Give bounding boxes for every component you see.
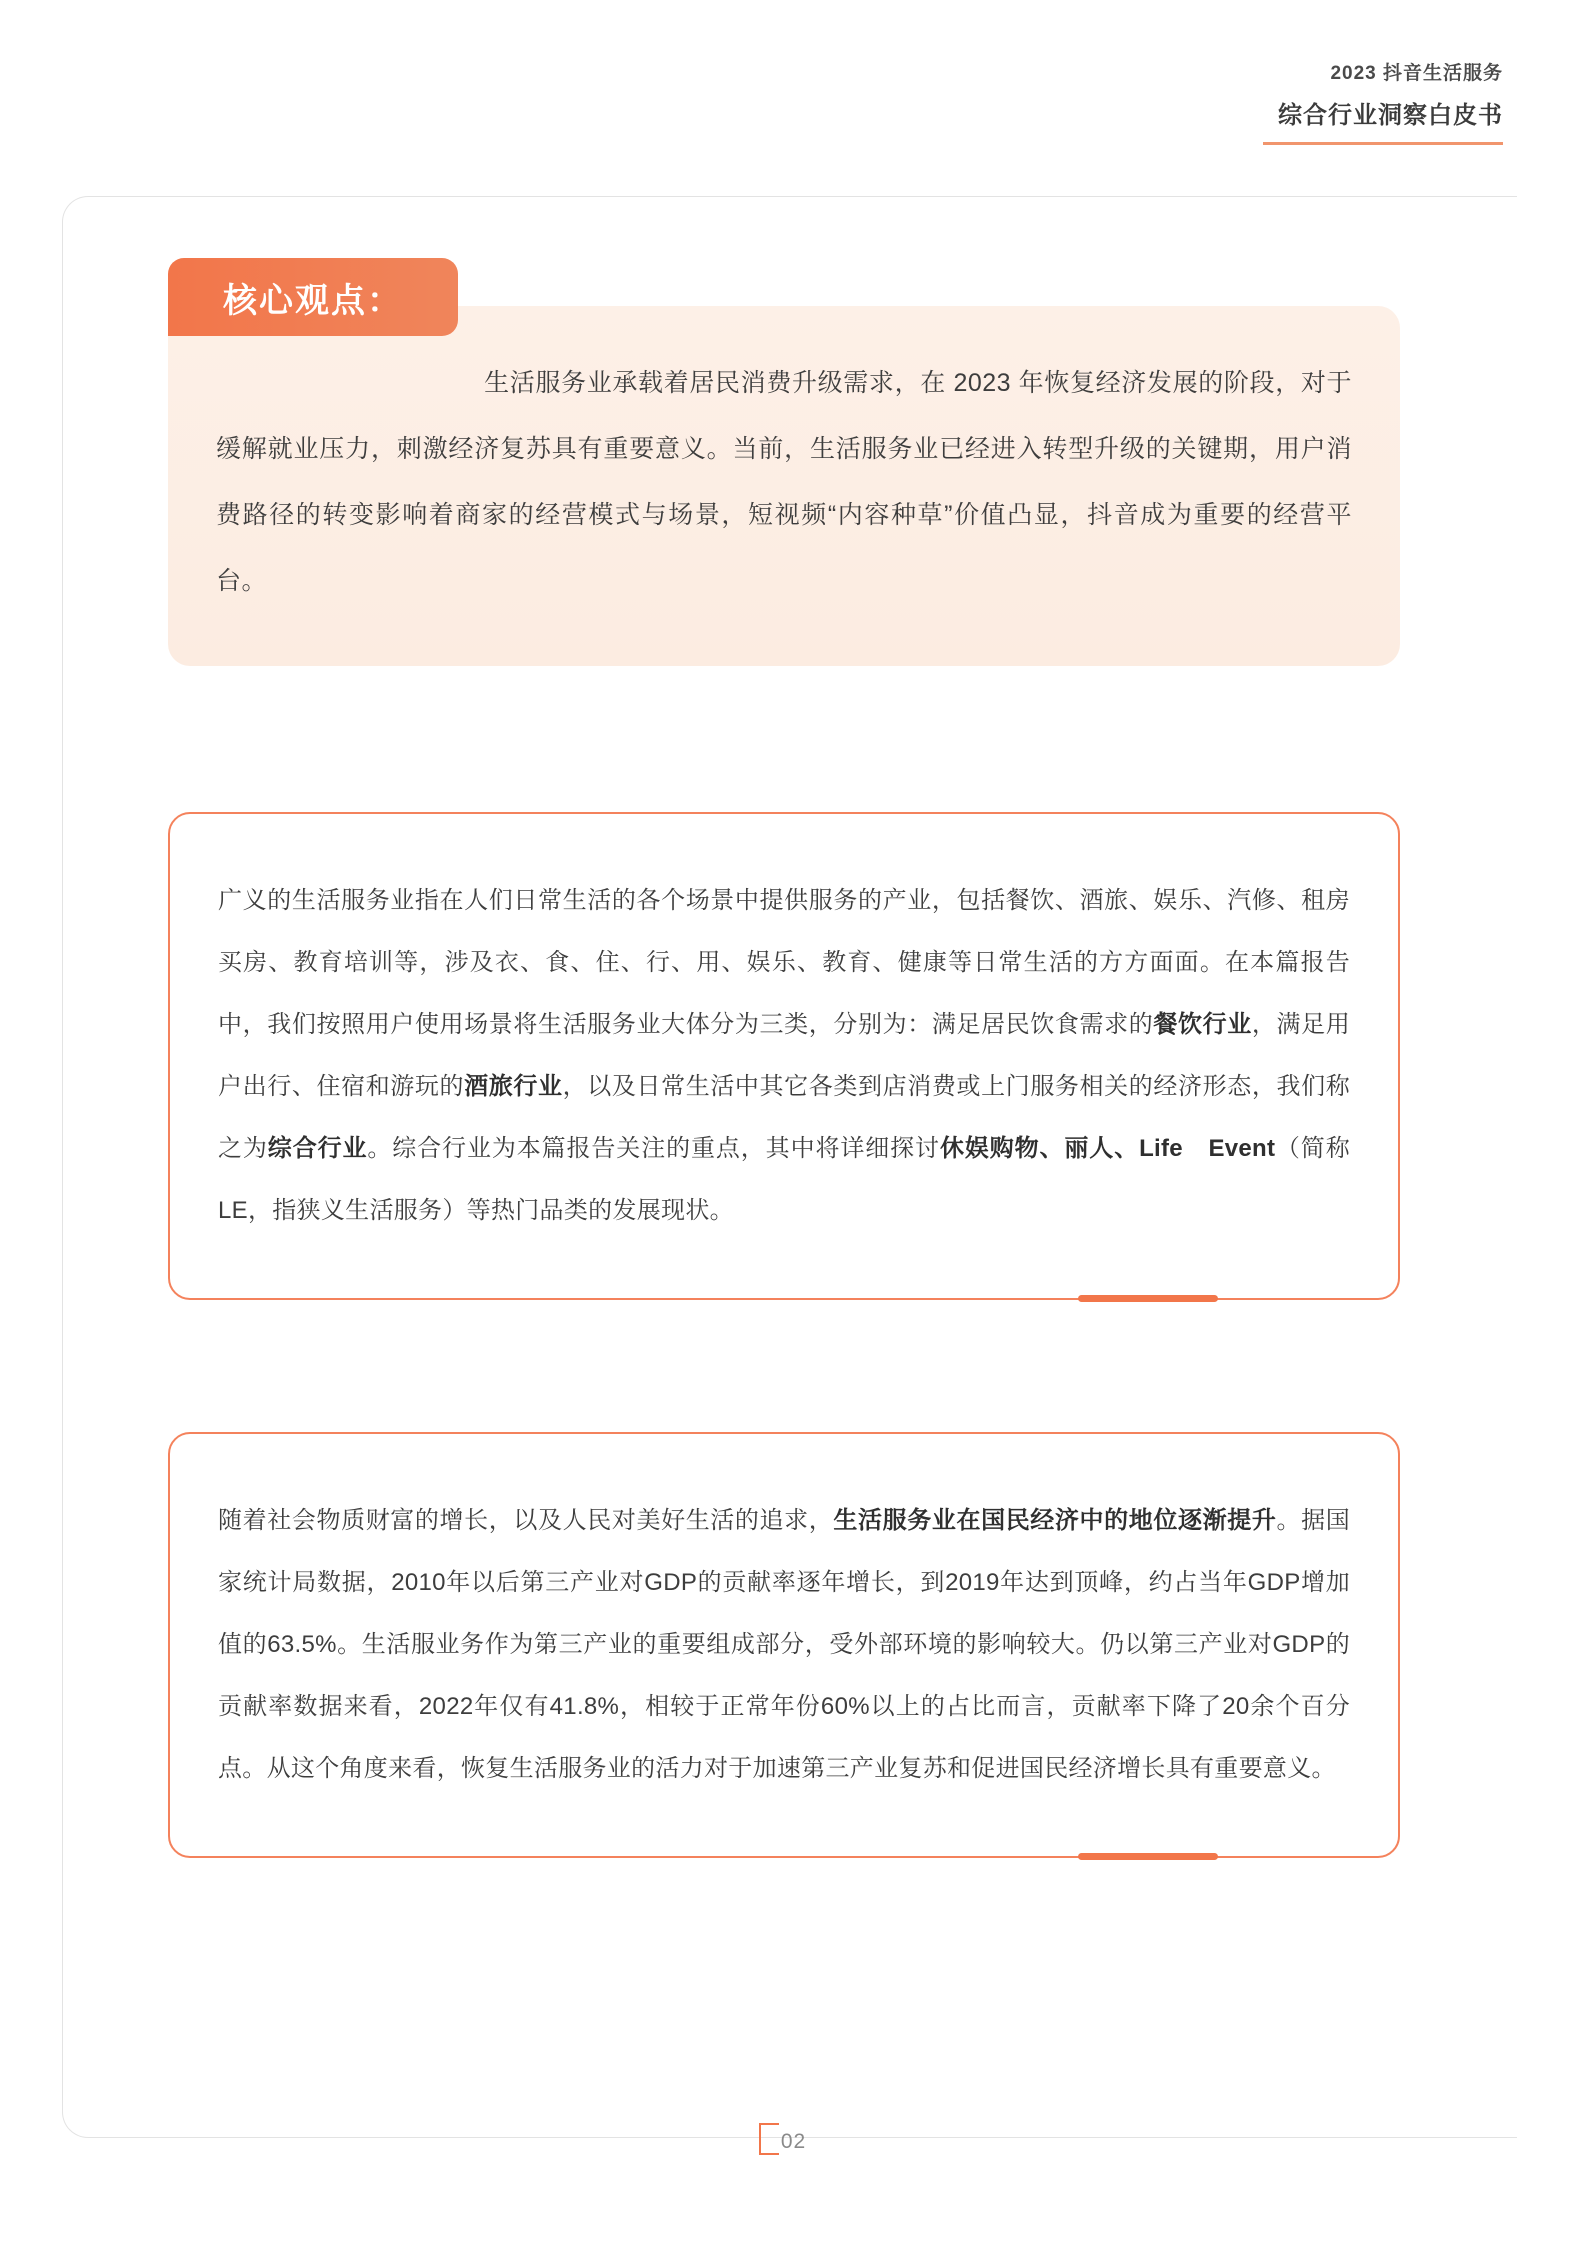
core-viewpoint-tag: 核心观点： [168,258,458,336]
definition-bold-1: 餐饮行业 [1153,1011,1252,1038]
definition-part-1: 广义的生活服务业指在人们日常生活的各个场景中提供服务的产业，包括餐饮、酒旅、娱乐、汽修、租房买房、教育培训等，涉及衣、食、住、行、用、娱乐、教育、健康等日常生活的方方面面。在本篇报告中，我们按照用户使用场景将生活服务业大体分为三类，分别为：满足居民饮食需求的 [218,887,1350,1038]
economy-part-1: 随着社会物质财富的增长，以及人民对美好生活的追求， [218,1507,834,1534]
definition-bold-4: 休娱购物、丽人、Life Event [939,1135,1276,1162]
definition-bold-3: 综合行业 [267,1135,368,1162]
definition-part-4: 。综合行业为本篇报告关注的重点，其中将详细探讨 [367,1135,940,1162]
economy-card-text [218,1490,1350,1800]
definition-part-3: ，以及日常生活中其它各类到店消费或上门服务相关的经济形态，我们称之为 [218,1073,1350,1162]
definition-card-accent-bar [1078,1295,1218,1302]
core-viewpoint-body: 生活服务业承载着居民消费升级需求，在 2023 年恢复经济发展的阶段，对于缓解就业压力，刺激经济复苏具有重要意义。当前，生活服务业已经进入转型升级的关键期，用户消费路径的转变影响着商家的经营模式与场景，短视频“内容种草”价值凸显，抖音成为重要的经营平台。 [216,369,1352,595]
header-title-line2: 综合行业洞察白皮书 [1278,102,1503,129]
header-title-line1: 2023 抖音生活服务 [1330,63,1503,84]
header-underline [1263,142,1503,145]
economy-part-2: 。据国家统计局数据，2010年以后第三产业对GDP的贡献率逐年增长，到2019年达到顶峰，约占当年GDP增加值的63.5%。生活服业务作为第三产业的重要组成部分，受外部环境的影响较大。仍以第三产业对GDP的贡献率数据来看，2022年仅有41.8%，相较于正常年份60%以上的占比而言，贡献率下降了20余个百分点。从这个角度来看，恢复生活服务业的活力对于加速第三产业复苏和促进国民经济增长具有重要意义。 [218,1507,1350,1782]
core-viewpoint-text [216,350,1352,614]
economy-bold-1: 生活服务业在国民经济中的地位逐渐提升 [833,1507,1277,1534]
page-footer [0,2130,1581,2154]
economy-card-accent-bar [1078,1853,1218,1860]
definition-card [168,812,1400,1300]
definition-part-2: ，满足用户出行、住宿和游玩的 [218,1011,1351,1100]
definition-part-5: （简称LE，指狭义生活服务）等热门品类的发展现状。 [218,1135,1350,1224]
definition-bold-2: 酒旅行业 [464,1073,563,1100]
page-number: 02 [775,2130,806,2154]
document-header [1263,58,1503,145]
economy-card [168,1432,1400,1858]
core-viewpoint-block [168,306,1400,666]
definition-card-text [218,870,1350,1242]
